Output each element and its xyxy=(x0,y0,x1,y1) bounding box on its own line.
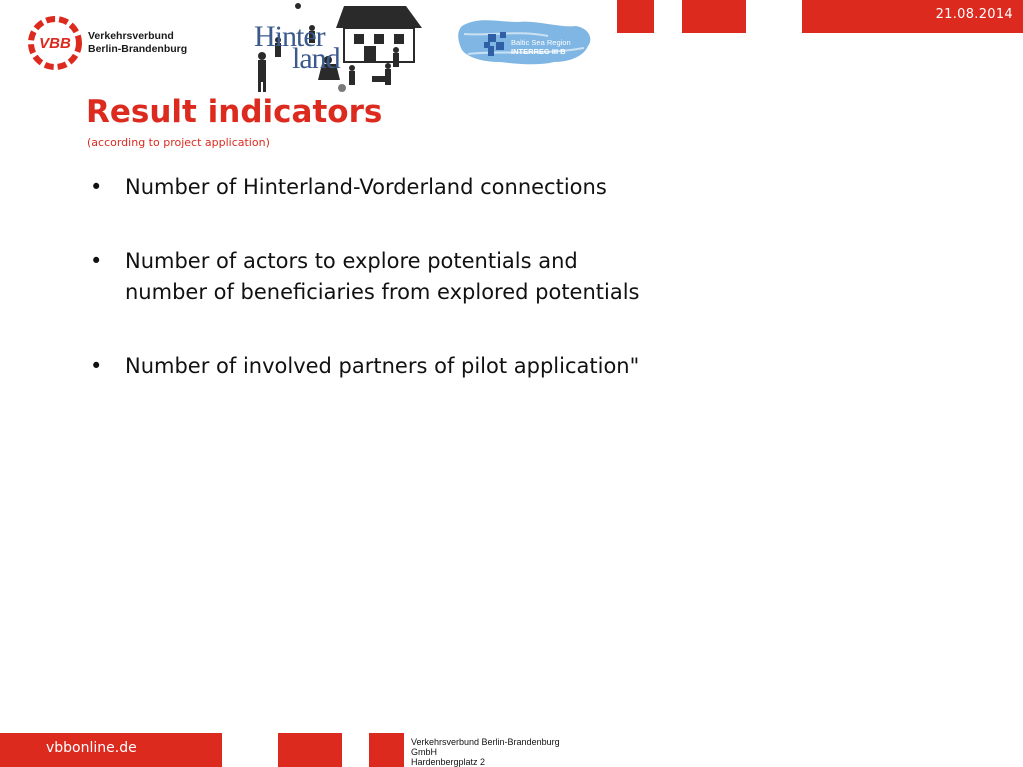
hinterland-logo-word2: land xyxy=(292,42,340,75)
vbb-logo-wordmark xyxy=(88,30,187,56)
list-item xyxy=(88,351,788,382)
date-bar xyxy=(802,0,1023,33)
slide-date: 21.08.2014 xyxy=(935,7,1013,22)
top-red-block xyxy=(682,0,746,33)
baltic-logo-line2: INTERREG III B xyxy=(511,47,566,56)
slide-subtitle: (according to project application) xyxy=(87,136,270,149)
bullet-line: Number of Hinterland-Vorderland connections xyxy=(125,175,607,199)
bullet-dot: • xyxy=(90,249,103,273)
bullet-line: Number of involved partners of pilot application" xyxy=(125,354,640,378)
list-item xyxy=(88,172,788,203)
list-item xyxy=(88,246,788,308)
footer-website-link[interactable]: vbbonline.de xyxy=(46,740,137,756)
bullet-list xyxy=(88,172,788,425)
vbb-logo-mark: VBB xyxy=(39,35,71,52)
bullet-line: Number of actors to explore potentials and xyxy=(125,249,578,273)
footer-address-line3: Hardenbergplatz 2 xyxy=(411,757,486,767)
bullet-dot: • xyxy=(90,354,103,378)
vbb-logo-line1: Verkehrsverbund xyxy=(88,30,174,42)
footer-block xyxy=(369,733,404,767)
baltic-logo-text xyxy=(511,38,571,56)
footer-address-line2: GmbH xyxy=(411,747,438,757)
footer-block xyxy=(278,733,342,767)
hinterland-logo-word1: Hinter xyxy=(254,20,325,53)
footer-address-line1: Verkehrsverbund Berlin-Brandenburg xyxy=(411,737,560,747)
bullet-dot: • xyxy=(90,175,103,199)
slide-title: Result indicators xyxy=(86,94,383,130)
bullet-line: number of beneficiaries from explored potentials xyxy=(125,280,640,304)
top-red-block xyxy=(617,0,654,33)
baltic-logo-line1: Baltic Sea Region xyxy=(511,38,571,47)
footer-address xyxy=(411,737,601,767)
vbb-logo-line2: Berlin-Brandenburg xyxy=(88,43,188,55)
